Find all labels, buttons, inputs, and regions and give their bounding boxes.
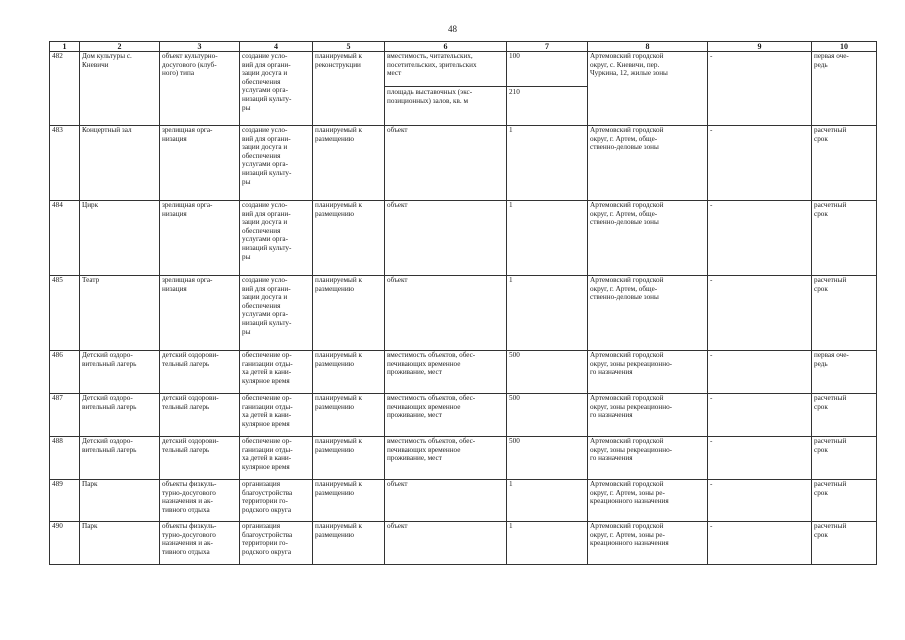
- object-status: планируемый к размещению: [313, 201, 385, 276]
- page-number: 48: [448, 24, 457, 34]
- object-name: Детский оздоро- вительный лагерь: [80, 394, 160, 437]
- object-type: зрелищная орга- низация: [160, 201, 240, 276]
- characteristic-name: вместимость объектов, обес- печивающих временное проживание, мест: [385, 394, 507, 437]
- object-status: планируемый к размещению: [313, 437, 385, 480]
- table-row: [50, 201, 877, 276]
- object-status: планируемый к размещению: [313, 480, 385, 522]
- object-location: Артемовский городской округ, с. Кневичи, пер. Чуркина, 12, жилые зоны: [588, 52, 708, 126]
- implementation-term: расчетный срок: [812, 201, 877, 276]
- object-name: Концертный зал: [80, 126, 160, 201]
- characteristic-name: вместимость, читательских, посетительских, зрительских мест: [387, 52, 477, 78]
- column-header: 10: [812, 42, 877, 52]
- object-name: Театр: [80, 276, 160, 351]
- object-name: Цирк: [80, 201, 160, 276]
- table-row: [50, 437, 877, 480]
- zone-cell: -: [708, 437, 812, 480]
- characteristic-name: объект: [385, 276, 507, 351]
- column-header: 8: [588, 42, 708, 52]
- object-purpose: создание усло- вий для органи- зации досуга и обеспечения услугами орга- низаций культу- ры: [240, 52, 313, 126]
- characteristic-value: 1: [507, 522, 588, 565]
- table-row: [50, 394, 877, 437]
- table-row: [50, 276, 877, 351]
- object-type: объекты физкуль- турно-досугового назначения и ак- тивного отдыха: [160, 480, 240, 522]
- characteristic-value: 500: [507, 394, 588, 437]
- object-name: Парк: [80, 480, 160, 522]
- implementation-term: расчетный срок: [812, 126, 877, 201]
- object-purpose: организация благоустройства территории го- родского округа: [240, 522, 313, 565]
- characteristic-name: вместимость объектов, обес- печивающих временное проживание, мест: [385, 351, 507, 394]
- zone-cell: -: [708, 351, 812, 394]
- table-row: [50, 480, 877, 522]
- row-number: 482: [50, 52, 80, 126]
- characteristic-value: 1: [507, 480, 588, 522]
- table-row: [50, 126, 877, 201]
- implementation-term: расчетный срок: [812, 276, 877, 351]
- row-number: 489: [50, 480, 80, 522]
- object-name: Дом культуры с. Кневичи: [80, 52, 160, 126]
- object-location: Артемовский городской округ, г. Артем, зоны ре- креационного назначения: [588, 522, 708, 565]
- characteristic-name: площадь выставочных (экс- позиционных) залов, кв. м: [385, 86, 506, 105]
- characteristic-value: 500: [507, 351, 588, 394]
- characteristic-value: 210: [507, 86, 587, 97]
- zone-cell: -: [708, 522, 812, 565]
- object-type: объект культурно- досугового (клуб- ного) типа: [160, 52, 240, 126]
- row-number: 488: [50, 437, 80, 480]
- characteristic-value: 1: [507, 126, 588, 201]
- characteristic-value: 100: [509, 52, 520, 60]
- zone-cell: -: [708, 126, 812, 201]
- object-type: объекты физкуль- турно-досугового назначения и ак- тивного отдыха: [160, 522, 240, 565]
- characteristic-cell: [385, 52, 507, 126]
- object-type: детский оздорови- тельный лагерь: [160, 351, 240, 394]
- object-status: планируемый к размещению: [313, 351, 385, 394]
- zone-cell: -: [708, 52, 812, 126]
- object-type: зрелищная орга- низация: [160, 276, 240, 351]
- characteristic-value: 500: [507, 437, 588, 480]
- object-location: Артемовский городской округ, г. Артем, зоны ре- креационного назначения: [588, 480, 708, 522]
- characteristic-name: вместимость объектов, обес- печивающих временное проживание, мест: [385, 437, 507, 480]
- table-row: [50, 522, 877, 565]
- object-name: Парк: [80, 522, 160, 565]
- object-status: планируемый к размещению: [313, 276, 385, 351]
- table-row: [50, 52, 877, 126]
- object-location: Артемовский городской округ, зоны рекреационно- го назначения: [588, 437, 708, 480]
- characteristic-name: объект: [385, 201, 507, 276]
- row-number: 484: [50, 201, 80, 276]
- row-number: 485: [50, 276, 80, 351]
- row-number: 486: [50, 351, 80, 394]
- column-header: 9: [708, 42, 812, 52]
- implementation-term: расчетный срок: [812, 394, 877, 437]
- implementation-term: первая оче- редь: [812, 52, 877, 126]
- table-row: [50, 351, 877, 394]
- object-type: детский оздорови- тельный лагерь: [160, 394, 240, 437]
- object-location: Артемовский городской округ, зоны рекреационно- го назначения: [588, 351, 708, 394]
- object-purpose: создание усло- вий для органи- зации досуга и обеспечения услугами орга- низаций культу- ры: [240, 201, 313, 276]
- implementation-term: расчетный срок: [812, 522, 877, 565]
- row-number: 487: [50, 394, 80, 437]
- zone-cell: -: [708, 480, 812, 522]
- column-header: 7: [507, 42, 588, 52]
- object-location: Артемовский городской округ, г. Артем, обще- ственно-деловые зоны: [588, 201, 708, 276]
- characteristic-value: 1: [507, 201, 588, 276]
- object-purpose: обеспечение ор- ганизации отды- ха детей в кани- кулярное время: [240, 437, 313, 480]
- zone-cell: -: [708, 201, 812, 276]
- object-name: Детский оздоро- вительный лагерь: [80, 437, 160, 480]
- object-location: Артемовский городской округ, г. Артем, обще- ственно-деловые зоны: [588, 126, 708, 201]
- column-header: 4: [240, 42, 313, 52]
- row-number: 490: [50, 522, 80, 565]
- value-cell: [507, 52, 588, 126]
- column-header: 3: [160, 42, 240, 52]
- objects-table: [49, 41, 877, 565]
- column-header: 6: [385, 42, 507, 52]
- object-type: зрелищная орга- низация: [160, 126, 240, 201]
- object-status: планируемый к реконструкции: [313, 52, 385, 126]
- characteristic-name: объект: [385, 126, 507, 201]
- object-purpose: обеспечение ор- ганизации отды- ха детей в кани- кулярное время: [240, 394, 313, 437]
- column-header: 2: [80, 42, 160, 52]
- column-header: 5: [313, 42, 385, 52]
- object-purpose: создание усло- вий для органи- зации досуга и обеспечения услугами орга- низаций культу- ры: [240, 126, 313, 201]
- object-location: Артемовский городской округ, г. Артем, обще- ственно-деловые зоны: [588, 276, 708, 351]
- characteristic-value: 1: [507, 276, 588, 351]
- object-purpose: создание усло- вий для органи- зации досуга и обеспечения услугами орга- низаций культу- ры: [240, 276, 313, 351]
- object-purpose: обеспечение ор- ганизации отды- ха детей в кани- кулярное время: [240, 351, 313, 394]
- object-status: планируемый к размещению: [313, 394, 385, 437]
- column-header: 1: [50, 42, 80, 52]
- table-header-row: [50, 42, 877, 52]
- row-number: 483: [50, 126, 80, 201]
- object-name: Детский оздоро- вительный лагерь: [80, 351, 160, 394]
- zone-cell: -: [708, 276, 812, 351]
- characteristic-name: объект: [385, 522, 507, 565]
- object-location: Артемовский городской округ, зоны рекреационно- го назначения: [588, 394, 708, 437]
- implementation-term: расчетный срок: [812, 437, 877, 480]
- object-type: детский оздорови- тельный лагерь: [160, 437, 240, 480]
- characteristic-name: объект: [385, 480, 507, 522]
- implementation-term: расчетный срок: [812, 480, 877, 522]
- object-status: планируемый к размещению: [313, 126, 385, 201]
- implementation-term: первая оче- редь: [812, 351, 877, 394]
- zone-cell: -: [708, 394, 812, 437]
- object-purpose: организация благоустройства территории го- родского округа: [240, 480, 313, 522]
- object-status: планируемый к размещению: [313, 522, 385, 565]
